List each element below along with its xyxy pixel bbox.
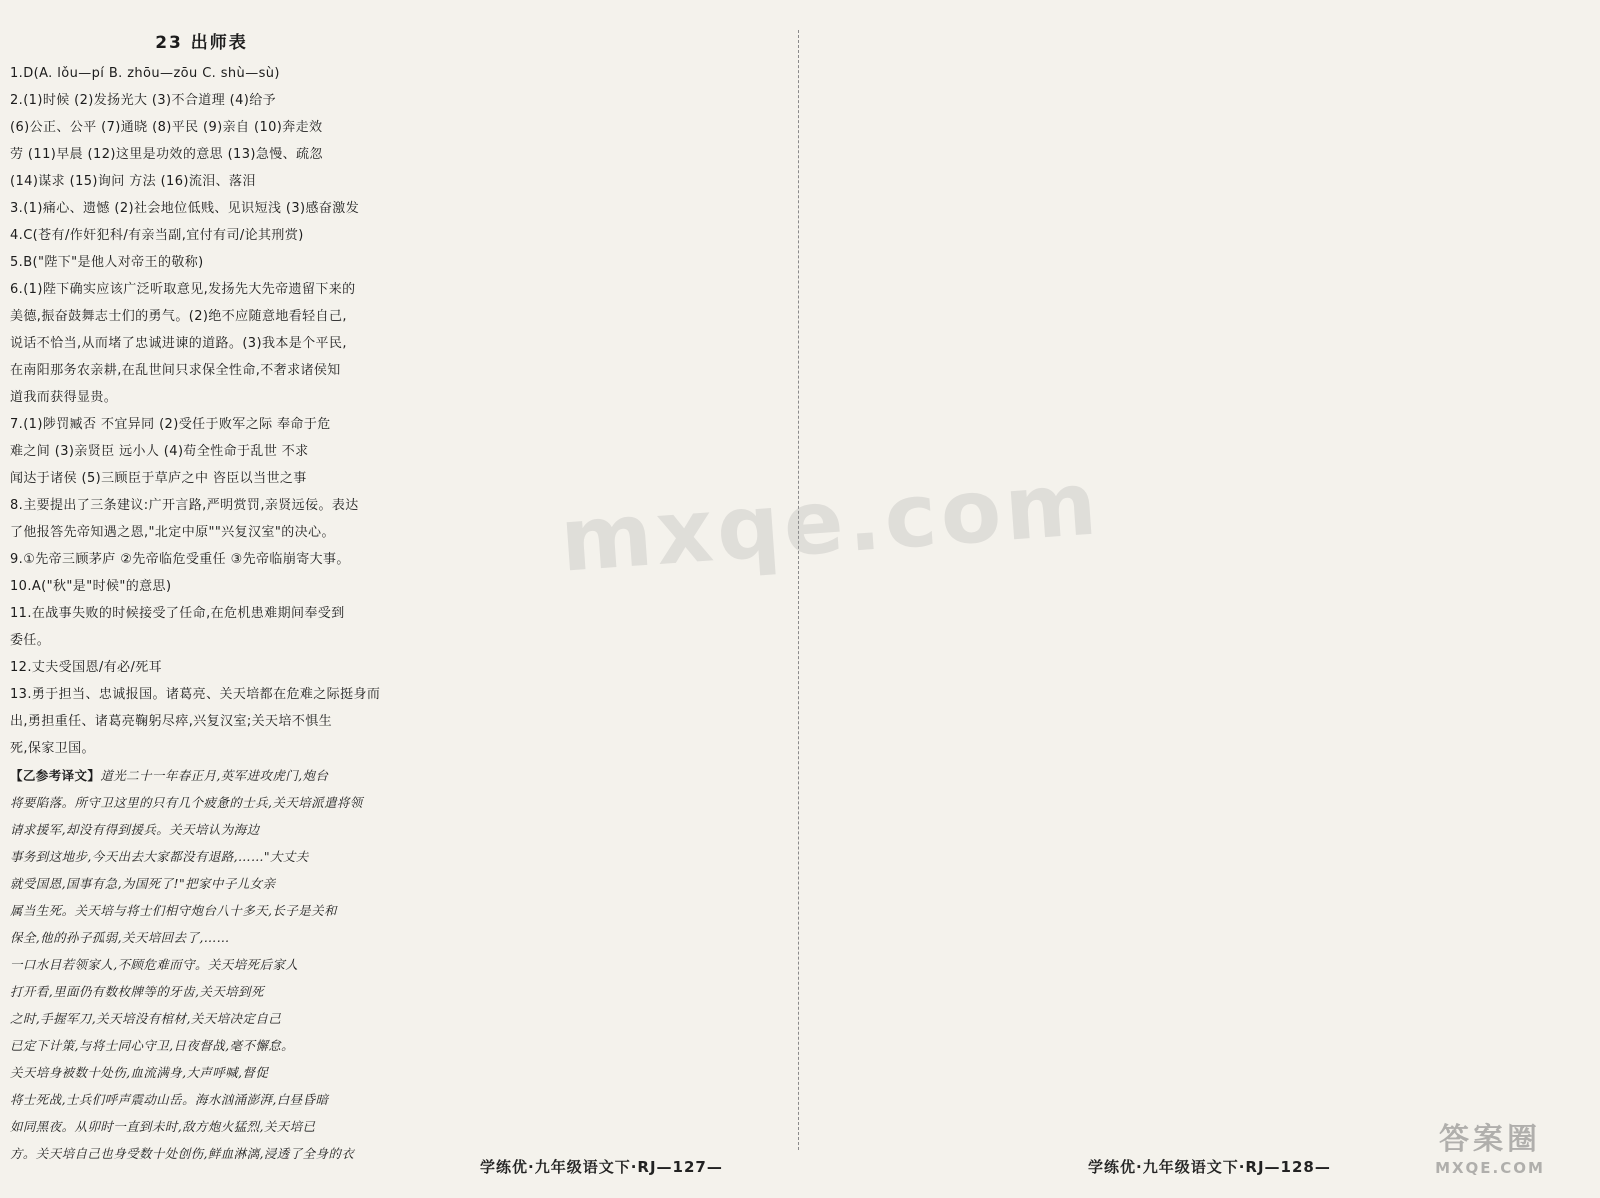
right-column-1 bbox=[810, 28, 1193, 1138]
translation-text: 请求援军,却没有得到援兵。关天培认为海边 bbox=[10, 822, 260, 837]
translation-line bbox=[10, 1086, 393, 1113]
text-line: 12.丈夫受国恩/有必/死耳 bbox=[10, 660, 163, 675]
text-line: (14)谋求 (15)询问 方法 (16)流泪、落泪 bbox=[10, 174, 256, 189]
translation-label: 【乙参考译文】 bbox=[10, 768, 101, 783]
translation-line bbox=[10, 951, 393, 978]
text-line: 了他报答先帝知遇之恩,"北定中原""兴复汉室"的决心。 bbox=[10, 525, 335, 540]
text-line: 4.C(苍有/作奸犯科/有亲当副,宜付有司/论其刑赏) bbox=[10, 228, 304, 243]
translation-line bbox=[10, 816, 393, 843]
right-column-2 bbox=[1208, 28, 1588, 1138]
center-watermark: mxqe.com bbox=[557, 451, 1104, 592]
translation-text: 就受国恩,国事有急,为国死了!"把家中子儿女亲 bbox=[10, 876, 276, 891]
text-line: 闻达于诸侯 (5)三顾臣于草庐之中 咨臣以当世之事 bbox=[10, 471, 307, 486]
text-line: 2.(1)时候 (2)发扬光大 (3)不合道理 (4)给予 bbox=[10, 93, 277, 108]
text-line: 6.(1)陛下确实应该广泛听取意见,发扬先大先帝遗留下来的 bbox=[10, 282, 356, 297]
text-line: 9.①先帝三顾茅庐 ②先帝临危受重任 ③先帝临崩寄大事。 bbox=[10, 552, 350, 567]
text-line: 11.在战事失败的时候接受了任命,在危机患难期间奉受到 bbox=[10, 606, 345, 621]
translation-text: 已定下计策,与将士同心守卫,日夜督战,毫不懈怠。 bbox=[10, 1038, 295, 1053]
text-line: 道我而获得显贵。 bbox=[10, 390, 118, 405]
translation-line bbox=[10, 924, 393, 951]
translation-line bbox=[10, 978, 393, 1005]
text-line: (6)公正、公平 (7)通晓 (8)平民 (9)亲自 (10)奔走效 bbox=[10, 120, 323, 135]
translation-text: 将要陷落。所守卫这里的只有几个疲惫的士兵,关天培派遣将领 bbox=[10, 795, 363, 810]
translation-text: 打开看,里面仍有数枚牌等的牙齿,关天培到死 bbox=[10, 984, 264, 999]
left-column-1 bbox=[10, 28, 393, 1161]
translation-line bbox=[10, 1059, 393, 1086]
translation-line bbox=[10, 1032, 393, 1059]
right-page-footer: 学练优·九年级语文下·RJ—128— bbox=[1088, 1158, 1331, 1176]
section-title: 23 出师表 bbox=[155, 33, 248, 53]
translation-text: 关天培身被数十处伤,血流满身,大声呼喊,督促 bbox=[10, 1065, 269, 1080]
text-line: 1.D(A. lǒu—pí B. zhōu—zōu C. shù—sù) bbox=[10, 66, 280, 81]
text-line: 13.勇于担当、忠诚报国。诸葛亮、关天培都在危难之际挺身而 bbox=[10, 687, 381, 702]
text-line: 死,保家卫国。 bbox=[10, 741, 95, 756]
text-line: 7.(1)陟罚臧否 不宜异同 (2)受任于败军之际 奉命于危 bbox=[10, 417, 331, 432]
text-line: 难之间 (3)亲贤臣 远小人 (4)苟全性命于乱世 不求 bbox=[10, 444, 309, 459]
translation-text: 如同黑夜。从卯时一直到未时,敌方炮火猛烈,关天培已 bbox=[10, 1119, 316, 1134]
site-logo bbox=[1402, 1122, 1578, 1192]
text-line: 5.B("陛下"是他人对帝王的敬称) bbox=[10, 255, 204, 270]
translation-line bbox=[10, 897, 393, 924]
translation-text: 将士死战,士兵们呼声震动山岳。海水汹涌澎湃,白昼昏暗 bbox=[10, 1092, 329, 1107]
text-line: 在南阳那务农亲耕,在乱世间只求保全性命,不奢求诸侯知 bbox=[10, 363, 341, 378]
text-line: 美德,振奋鼓舞志士们的勇气。(2)绝不应随意地看轻自己, bbox=[10, 309, 347, 324]
translation-text: 保全,他的孙子孤弱,关天培回去了,…… bbox=[10, 930, 230, 945]
translation-text: 事务到这地步,今天出去大家都没有退路,……"大丈夫 bbox=[10, 849, 309, 864]
text-line: 出,勇担重任、诸葛亮鞠躬尽瘁,兴复汉室;关天培不惧生 bbox=[10, 714, 333, 729]
translation-line bbox=[10, 843, 393, 870]
translation-line bbox=[10, 1140, 393, 1167]
translation-text: 道光二十一年春正月,英军进攻虎门,炮台 bbox=[100, 768, 329, 783]
translation-text: 一口水目若领家人,不顾危难而守。关天培死后家人 bbox=[10, 957, 299, 972]
text-line: 委任。 bbox=[10, 633, 51, 648]
translation-line bbox=[10, 1113, 393, 1140]
text-line: 3.(1)痛心、遗憾 (2)社会地位低贱、见识短浅 (3)感奋激发 bbox=[10, 201, 360, 216]
logo-url: MXQE.COM bbox=[1435, 1159, 1545, 1177]
text-line: 10.A("秋"是"时候"的意思) bbox=[10, 579, 172, 594]
translation-text: 方。关天培自己也身受数十处创伤,鲜血淋漓,浸透了全身的衣 bbox=[10, 1146, 355, 1161]
translation-line bbox=[10, 870, 393, 897]
text-line: 8.主要提出了三条建议:广开言路,严明赏罚,亲贤远佞。表达 bbox=[10, 498, 359, 513]
left-page-footer: 学练优·九年级语文下·RJ—127— bbox=[480, 1158, 723, 1176]
translation-text: 之时,手握军刀,关天培没有棺材,关天培决定自己 bbox=[10, 1011, 282, 1026]
page-divider bbox=[798, 30, 799, 1150]
translation-line bbox=[10, 762, 393, 789]
translation-text: 属当生死。关天培与将士们相守炮台八十多天,长子是关和 bbox=[10, 903, 337, 918]
logo-text: 答案圈 bbox=[1439, 1122, 1541, 1157]
translation-line bbox=[10, 789, 393, 816]
text-line: 说话不恰当,从而堵了忠诚进谏的道路。(3)我本是个平民, bbox=[10, 336, 347, 351]
left-column-2 bbox=[403, 28, 786, 1138]
translation-line bbox=[10, 1005, 393, 1032]
text-line: 劳 (11)早晨 (12)这里是功效的意思 (13)急慢、疏忽 bbox=[10, 147, 323, 162]
